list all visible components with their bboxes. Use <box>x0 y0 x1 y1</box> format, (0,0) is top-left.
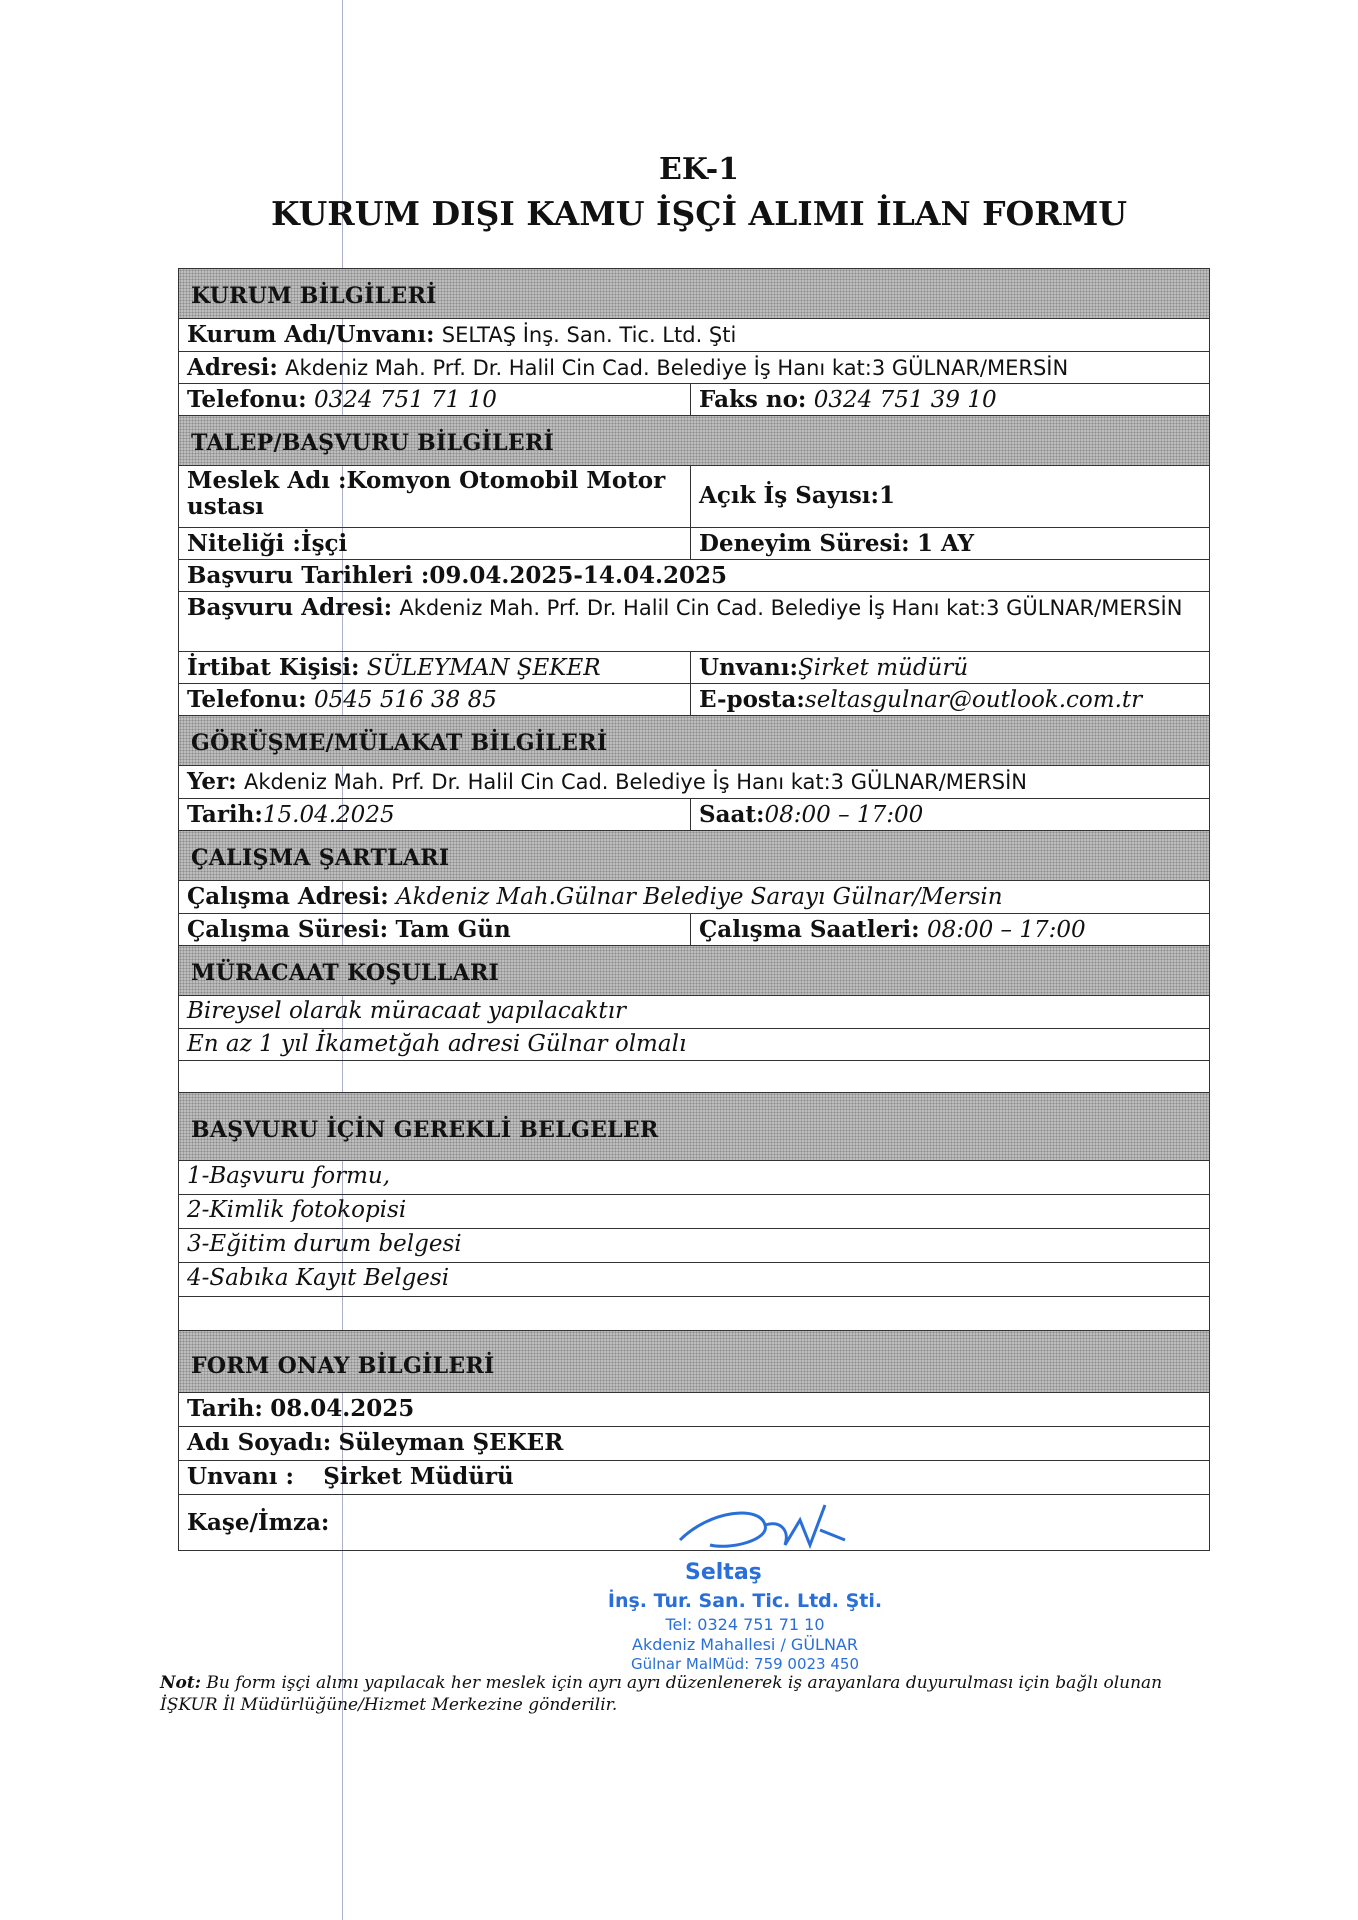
kurum-name-label: Kurum Adı/Unvanı: <box>187 321 435 348</box>
note-label: Not: <box>160 1673 202 1693</box>
section-kurum-header: KURUM BİLGİLERİ <box>179 269 1209 319</box>
meslek-value: Komyon Otomobil Motor ustası <box>187 467 666 520</box>
annex-label: EK-1 <box>658 152 740 187</box>
onay-unvan-row <box>179 1461 1209 1495</box>
kurum-phone-label: Telefonu: <box>187 386 307 413</box>
stamp-line4: Gülnar MalMüd: 759 0023 450 <box>631 1655 859 1673</box>
kurum-name-value: SELTAŞ İnş. San. Tic. Ltd. Şti <box>441 323 737 347</box>
announcement-form <box>178 268 1210 1551</box>
acik-is-value: 1 <box>879 482 896 509</box>
muracaat-item <box>179 1029 1209 1061</box>
belge-item <box>179 1263 1209 1297</box>
gorusme-tarih-row <box>179 799 1209 831</box>
talep-irtibat-row <box>179 652 1209 684</box>
section-gorusme-header: GÖRÜŞME/MÜLAKAT BİLGİLERİ <box>179 716 1209 766</box>
note-text: Bu form işçi alımı yapılacak her meslek için ayrı ayrı düzenlenerek iş arayanlara duyurulması için bağlı olunan İŞKUR İl Müdürlüğüne/Hizmet Merkezine gönderilir. <box>160 1673 1163 1715</box>
irtibat-value: SÜLEYMAN ŞEKER <box>366 655 601 681</box>
deneyim-value: 1 AY <box>916 530 975 557</box>
onay-unvan-label: Unvanı : <box>187 1463 295 1490</box>
onay-adi-label: Adı Soyadı: <box>187 1429 332 1456</box>
stamp-line1: İnş. Tur. San. Tic. Ltd. Şti. <box>607 1590 883 1612</box>
stamp-name: Seltaş <box>685 1560 762 1585</box>
basvuru-adres-label: Başvuru Adresi: <box>187 594 393 621</box>
onay-adi-value: Süleyman ŞEKER <box>338 1429 564 1456</box>
belge-item <box>179 1195 1209 1229</box>
deneyim-label: Deneyim Süresi: <box>699 530 910 557</box>
belge-item <box>179 1161 1209 1195</box>
belge-item-text: 2-Kimlik fotokopisi <box>187 1197 407 1223</box>
calisma-adres-label: Çalışma Adresi: <box>187 883 389 910</box>
section-onay-header: FORM ONAY BİLGİLERİ <box>179 1331 1209 1393</box>
kurum-phone-value: 0324 751 71 10 <box>313 387 497 413</box>
form-title: KURUM DIŞI KAMU İŞÇİ ALIMI İLAN FORMU <box>270 194 1128 233</box>
onay-tarih-label: Tarih: <box>187 1395 263 1422</box>
kurum-phone-row <box>179 384 1209 416</box>
irtibat-unvan-label: Unvanı: <box>699 654 798 681</box>
kurum-name-row <box>179 319 1209 352</box>
nitelik-label: Niteliği : <box>187 530 301 557</box>
section-calisma-header: ÇALIŞMA ŞARTLARI <box>179 831 1209 881</box>
basvuru-adres-value: Akdeniz Mah. Prf. Dr. Halil Cin Cad. Belediye İş Hanı kat:3 GÜLNAR/MERSİN <box>399 596 1183 620</box>
kurum-address-row <box>179 352 1209 384</box>
gorusme-saat-value: 08:00 – 17:00 <box>764 802 924 828</box>
calisma-saat-value: 08:00 – 17:00 <box>926 917 1086 943</box>
stamp-line3: Akdeniz Mahallesi / GÜLNAR <box>632 1635 858 1654</box>
talep-phone-label: Telefonu: <box>187 686 307 713</box>
talep-tarih-row <box>179 560 1209 592</box>
calisma-adres-row <box>179 881 1209 914</box>
onay-kase-label: Kaşe/İmza: <box>187 1509 330 1536</box>
kurum-fax-label: Faks no: <box>699 386 807 413</box>
talep-phone-value: 0545 516 38 85 <box>313 687 497 713</box>
muracaat-item-text <box>179 1061 1209 1092</box>
gorusme-yer-value: Akdeniz Mah. Prf. Dr. Halil Cin Cad. Belediye İş Hanı kat:3 GÜLNAR/MERSİN <box>243 770 1028 794</box>
section-muracaat-header: MÜRACAAT KOŞULLARI <box>179 946 1209 996</box>
gorusme-tarih-label: Tarih: <box>187 801 263 828</box>
calisma-saat-label: Çalışma Saatleri: <box>699 916 920 943</box>
belge-item-text: 4-Sabıka Kayıt Belgesi <box>187 1265 450 1291</box>
muracaat-item-text: Bireysel olarak müracaat yapılacaktır <box>187 998 626 1024</box>
onay-unvan-value: Şirket Müdürü <box>323 1463 514 1490</box>
basvuru-tarih-value: 09.04.2025-14.04.2025 <box>429 562 727 589</box>
section-talep-header: TALEP/BAŞVURU BİLGİLERİ <box>179 416 1209 466</box>
talep-telefon-row <box>179 684 1209 716</box>
muracaat-item <box>179 1061 1209 1093</box>
onay-tarih-row <box>179 1393 1209 1427</box>
gorusme-yer-label: Yer: <box>187 768 237 795</box>
onay-adi-row <box>179 1427 1209 1461</box>
kurum-fax-value: 0324 751 39 10 <box>813 387 997 413</box>
calisma-sure-value: Tam Gün <box>395 916 511 943</box>
basvuru-tarih-label: Başvuru Tarihleri : <box>187 562 430 589</box>
belge-item-text: 3-Eğitim durum belgesi <box>187 1231 462 1257</box>
kurum-address-value: Akdeniz Mah. Prf. Dr. Halil Cin Cad. Belediye İş Hanı kat:3 GÜLNAR/MERSİN <box>285 356 1069 380</box>
muracaat-item <box>179 996 1209 1029</box>
kurum-address-label: Adresi: <box>187 354 278 381</box>
talep-meslek-row <box>179 466 1209 528</box>
talep-nitelik-row <box>179 528 1209 560</box>
irtibat-label: İrtibat Kişisi: <box>187 654 360 681</box>
meslek-label: Meslek Adı : <box>187 467 347 494</box>
section-belgeler-header: BAŞVURU İÇİN GEREKLİ BELGELER <box>179 1093 1209 1161</box>
eposta-value: seltasgulnar@outlook.com.tr <box>804 687 1143 713</box>
gorusme-tarih-value: 15.04.2025 <box>262 802 395 828</box>
company-stamp <box>580 1500 910 1680</box>
belge-item-text: 1-Başvuru formu, <box>187 1163 391 1189</box>
calisma-sure-row <box>179 914 1209 946</box>
calisma-adres-value: Akdeniz Mah.Gülnar Belediye Sarayı Gülnar/Mersin <box>396 884 1003 910</box>
onay-tarih-value: 08.04.2025 <box>270 1395 415 1422</box>
gorusme-yer-row <box>179 766 1209 799</box>
eposta-label: E-posta: <box>699 686 805 713</box>
acik-is-label: Açık İş Sayısı: <box>699 482 880 509</box>
stamp-line2: Tel: 0324 751 71 10 <box>665 1615 825 1634</box>
belge-item <box>179 1297 1209 1331</box>
belge-item <box>179 1229 1209 1263</box>
gorusme-saat-label: Saat: <box>699 801 765 828</box>
nitelik-value: İşçi <box>300 530 348 557</box>
footer-note <box>160 1672 1210 1716</box>
irtibat-unvan-value: Şirket müdürü <box>798 655 969 681</box>
muracaat-item-text: En az 1 yıl İkametğah adresi Gülnar olmalı <box>187 1031 687 1057</box>
belge-item-text <box>179 1297 1209 1330</box>
calisma-sure-label: Çalışma Süresi: <box>187 916 389 943</box>
talep-adres-row <box>179 592 1209 652</box>
